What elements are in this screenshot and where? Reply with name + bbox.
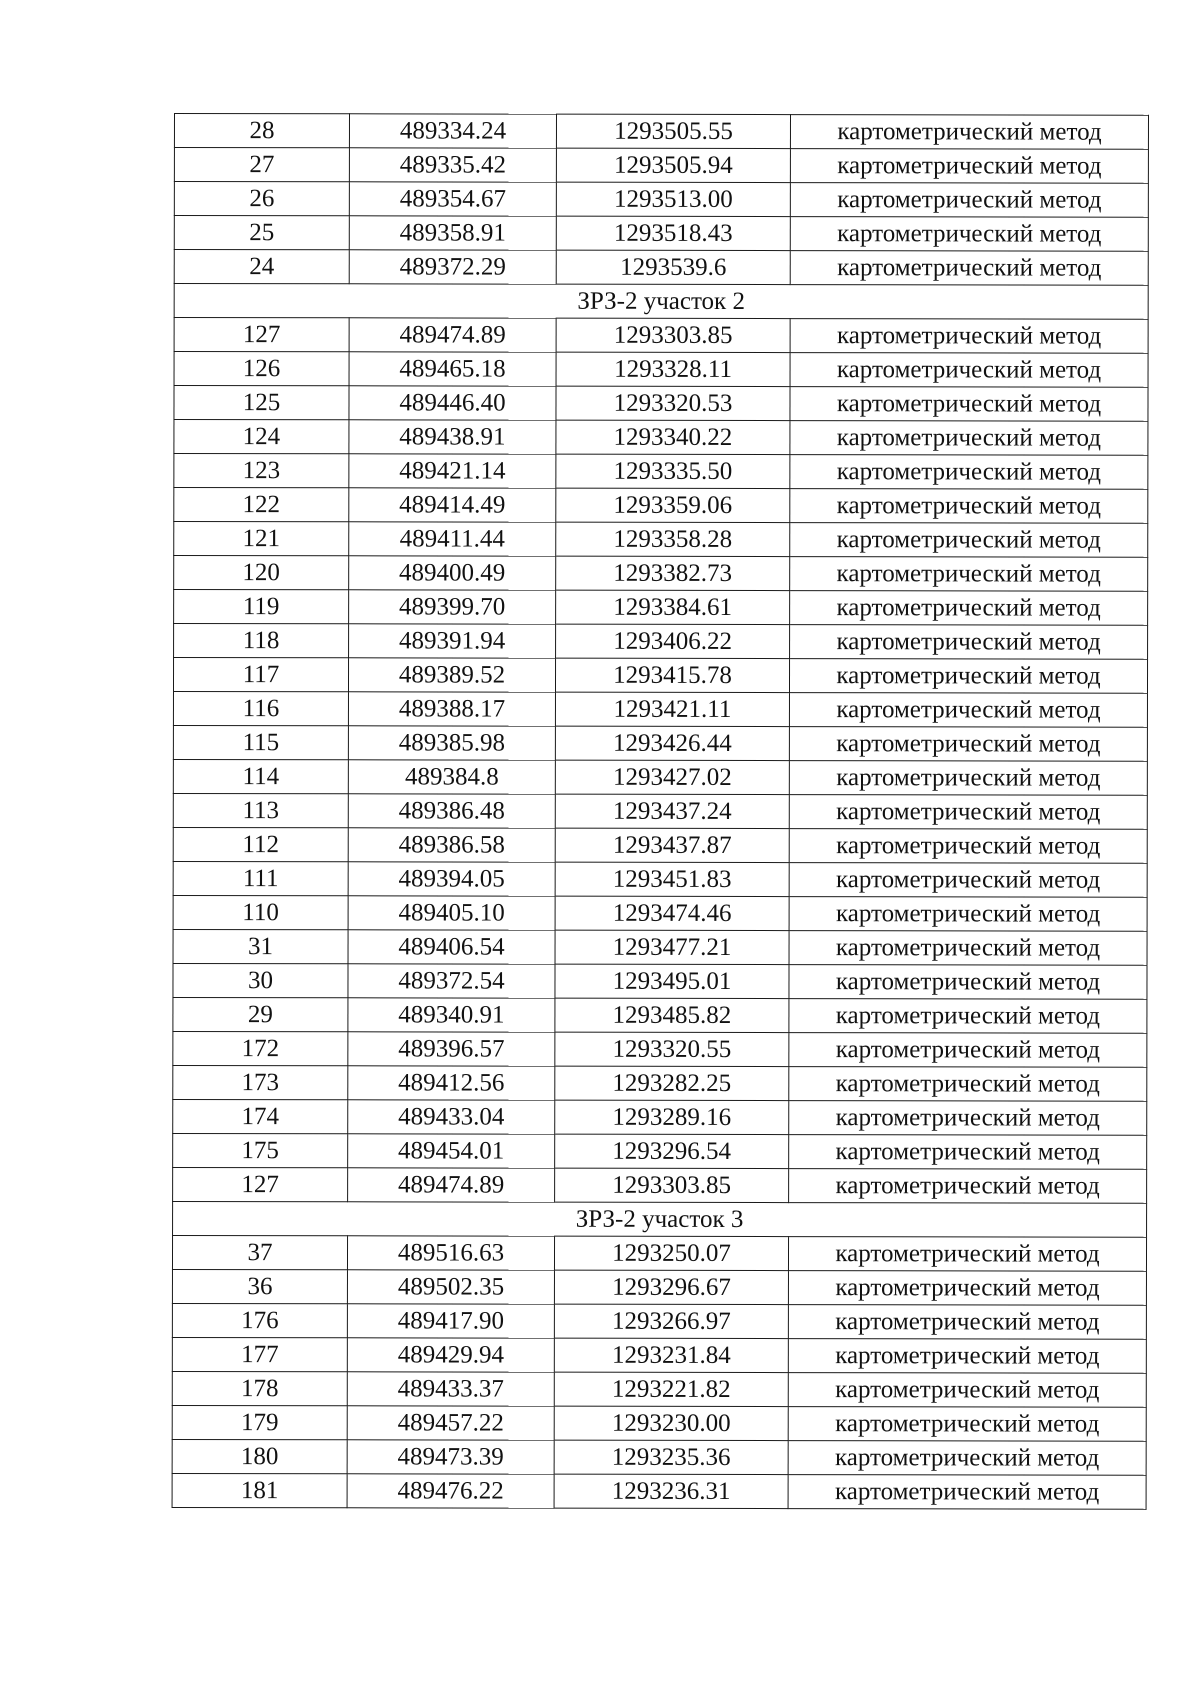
method-cell: картометрический метод	[789, 1169, 1147, 1204]
table-row	[173, 963, 1147, 999]
table-row	[173, 1099, 1147, 1135]
point-number-cell: 122	[174, 488, 349, 522]
x-coordinate-cell: 489358.91	[349, 216, 556, 250]
x-coordinate-cell: 489476.22	[347, 1474, 554, 1508]
x-coordinate-cell: 489385.98	[348, 726, 555, 760]
point-number-cell: 31	[173, 929, 348, 963]
table-row	[172, 1303, 1146, 1339]
table-row	[174, 420, 1148, 456]
table-row	[172, 1371, 1146, 1407]
x-coordinate-cell: 489433.37	[347, 1372, 554, 1406]
table-row	[173, 793, 1147, 829]
method-cell: картометрический метод	[788, 1373, 1146, 1408]
table-row	[173, 895, 1147, 931]
section-title: ЗРЗ-2 участок 2	[174, 284, 1148, 320]
x-coordinate-cell: 489412.56	[348, 1066, 555, 1100]
table-row	[173, 861, 1147, 897]
y-coordinate-cell: 1293437.24	[555, 794, 789, 828]
y-coordinate-cell: 1293289.16	[555, 1100, 789, 1134]
point-number-cell: 29	[173, 997, 348, 1031]
coordinates-table-body	[172, 114, 1148, 1510]
method-cell: картометрический метод	[790, 625, 1148, 660]
point-number-cell: 126	[174, 352, 349, 386]
point-number-cell: 119	[174, 590, 349, 624]
y-coordinate-cell: 1293421.11	[555, 692, 789, 726]
point-number-cell: 112	[173, 827, 348, 861]
table-row	[172, 1337, 1146, 1373]
x-coordinate-cell: 489386.58	[348, 828, 555, 862]
y-coordinate-cell: 1293505.55	[556, 114, 790, 148]
table-row	[174, 454, 1148, 490]
point-number-cell: 127	[174, 318, 349, 352]
y-coordinate-cell: 1293358.28	[556, 522, 790, 556]
method-cell: картометрический метод	[788, 1237, 1146, 1272]
table-row	[173, 658, 1147, 694]
y-coordinate-cell: 1293513.00	[556, 182, 790, 216]
point-number-cell: 117	[173, 658, 348, 692]
table-row	[173, 1031, 1147, 1067]
x-coordinate-cell: 489405.10	[348, 896, 555, 930]
y-coordinate-cell: 1293266.97	[554, 1304, 788, 1338]
y-coordinate-cell: 1293437.87	[555, 828, 789, 862]
point-number-cell: 174	[173, 1099, 348, 1133]
method-cell: картометрический метод	[790, 421, 1148, 456]
point-number-cell: 179	[172, 1405, 347, 1439]
y-coordinate-cell: 1293282.25	[555, 1066, 789, 1100]
method-cell: картометрический метод	[789, 1135, 1147, 1170]
y-coordinate-cell: 1293426.44	[555, 726, 789, 760]
method-cell: картометрический метод	[789, 1033, 1147, 1068]
table-row	[173, 1133, 1147, 1169]
method-cell: картометрический метод	[790, 149, 1148, 184]
method-cell: картометрический метод	[789, 659, 1147, 694]
x-coordinate-cell: 489502.35	[347, 1270, 554, 1304]
table-row	[174, 182, 1148, 218]
x-coordinate-cell: 489417.90	[347, 1304, 554, 1338]
method-cell: картометрический метод	[790, 251, 1148, 286]
x-coordinate-cell: 489473.39	[347, 1440, 554, 1474]
x-coordinate-cell: 489354.67	[349, 182, 556, 216]
y-coordinate-cell: 1293359.06	[556, 488, 790, 522]
method-cell: картометрический метод	[789, 1101, 1147, 1136]
table-row	[174, 386, 1148, 422]
point-number-cell: 25	[174, 216, 349, 250]
point-number-cell: 181	[172, 1473, 347, 1507]
method-cell: картометрический метод	[790, 455, 1148, 490]
table-row	[173, 692, 1147, 728]
y-coordinate-cell: 1293485.82	[555, 998, 789, 1032]
y-coordinate-cell: 1293320.53	[556, 386, 790, 420]
table-row	[172, 1235, 1146, 1271]
table-row	[172, 1269, 1146, 1305]
point-number-cell: 110	[173, 895, 348, 929]
point-number-cell: 178	[172, 1371, 347, 1405]
x-coordinate-cell: 489340.91	[348, 998, 555, 1032]
x-coordinate-cell: 489335.42	[349, 148, 556, 182]
table-row	[174, 624, 1148, 660]
table-row	[172, 1439, 1146, 1475]
y-coordinate-cell: 1293231.84	[554, 1338, 788, 1372]
point-number-cell: 173	[173, 1065, 348, 1099]
point-number-cell: 177	[172, 1337, 347, 1371]
point-number-cell: 30	[173, 963, 348, 997]
x-coordinate-cell: 489457.22	[347, 1406, 554, 1440]
point-number-cell: 123	[174, 454, 349, 488]
y-coordinate-cell: 1293296.54	[555, 1134, 789, 1168]
point-number-cell: 127	[173, 1167, 348, 1201]
method-cell: картометрический метод	[789, 795, 1147, 830]
method-cell: картометрический метод	[790, 387, 1148, 422]
table-row	[173, 827, 1147, 863]
table-row	[172, 1473, 1146, 1509]
method-cell: картометрический метод	[788, 1441, 1146, 1476]
y-coordinate-cell: 1293495.01	[555, 964, 789, 998]
table-row	[174, 556, 1148, 592]
method-cell: картометрический метод	[788, 1271, 1146, 1306]
table-row	[173, 997, 1147, 1033]
x-coordinate-cell: 489386.48	[348, 794, 555, 828]
point-number-cell: 175	[173, 1133, 348, 1167]
method-cell: картометрический метод	[789, 693, 1147, 728]
y-coordinate-cell: 1293427.02	[555, 760, 789, 794]
y-coordinate-cell: 1293477.21	[555, 930, 789, 964]
method-cell: картометрический метод	[788, 1305, 1146, 1340]
y-coordinate-cell: 1293384.61	[556, 590, 790, 624]
method-cell: картометрический метод	[789, 727, 1147, 762]
point-number-cell: 111	[173, 861, 348, 895]
method-cell: картометрический метод	[790, 523, 1148, 558]
y-coordinate-cell: 1293451.83	[555, 862, 789, 896]
method-cell: картометрический метод	[789, 931, 1147, 966]
method-cell: картометрический метод	[790, 115, 1148, 150]
table-row	[174, 352, 1148, 388]
table-row	[173, 1167, 1147, 1203]
x-coordinate-cell: 489406.54	[348, 930, 555, 964]
x-coordinate-cell: 489372.54	[348, 964, 555, 998]
point-number-cell: 115	[173, 725, 348, 759]
section-header-row	[174, 284, 1148, 320]
x-coordinate-cell: 489474.89	[348, 1168, 555, 1202]
x-coordinate-cell: 489446.40	[349, 386, 556, 420]
x-coordinate-cell: 489400.49	[349, 556, 556, 590]
point-number-cell: 118	[174, 624, 349, 658]
x-coordinate-cell: 489396.57	[348, 1032, 555, 1066]
x-coordinate-cell: 489389.52	[348, 658, 555, 692]
point-number-cell: 27	[174, 148, 349, 182]
y-coordinate-cell: 1293382.73	[556, 556, 790, 590]
table-row	[174, 250, 1148, 286]
point-number-cell: 124	[174, 420, 349, 454]
point-number-cell: 37	[172, 1235, 347, 1269]
table-row	[174, 148, 1148, 184]
point-number-cell: 121	[174, 522, 349, 556]
point-number-cell: 36	[172, 1269, 347, 1303]
y-coordinate-cell: 1293221.82	[554, 1372, 788, 1406]
x-coordinate-cell: 489372.29	[349, 250, 556, 284]
table-row	[172, 1405, 1146, 1441]
point-number-cell: 172	[173, 1031, 348, 1065]
y-coordinate-cell: 1293303.85	[556, 318, 790, 352]
y-coordinate-cell: 1293340.22	[556, 420, 790, 454]
y-coordinate-cell: 1293415.78	[555, 658, 789, 692]
x-coordinate-cell: 489394.05	[348, 862, 555, 896]
table-row	[174, 216, 1148, 252]
method-cell: картометрический метод	[789, 999, 1147, 1034]
x-coordinate-cell: 489474.89	[349, 318, 556, 352]
method-cell: картометрический метод	[790, 217, 1148, 252]
y-coordinate-cell: 1293328.11	[556, 352, 790, 386]
x-coordinate-cell: 489384.8	[348, 760, 555, 794]
method-cell: картометрический метод	[789, 829, 1147, 864]
point-number-cell: 180	[172, 1439, 347, 1473]
table-row	[173, 725, 1147, 761]
point-number-cell: 125	[174, 386, 349, 420]
x-coordinate-cell: 489411.44	[349, 522, 556, 556]
method-cell: картометрический метод	[790, 557, 1148, 592]
y-coordinate-cell: 1293406.22	[556, 624, 790, 658]
coordinates-table	[172, 113, 1149, 1510]
x-coordinate-cell: 489433.04	[348, 1100, 555, 1134]
point-number-cell: 114	[173, 759, 348, 793]
x-coordinate-cell: 489421.14	[349, 454, 556, 488]
table-row	[174, 488, 1148, 524]
y-coordinate-cell: 1293474.46	[555, 896, 789, 930]
method-cell: картометрический метод	[789, 965, 1147, 1000]
y-coordinate-cell: 1293235.36	[554, 1440, 788, 1474]
point-number-cell: 176	[172, 1303, 347, 1337]
x-coordinate-cell: 489334.24	[349, 114, 556, 148]
x-coordinate-cell: 489429.94	[347, 1338, 554, 1372]
y-coordinate-cell: 1293296.67	[554, 1270, 788, 1304]
method-cell: картометрический метод	[789, 863, 1147, 898]
table-row	[174, 522, 1148, 558]
y-coordinate-cell: 1293539.6	[556, 250, 790, 284]
method-cell: картометрический метод	[788, 1339, 1146, 1374]
point-number-cell: 24	[174, 250, 349, 284]
section-title: ЗРЗ-2 участок 3	[173, 1201, 1147, 1237]
table-row	[174, 318, 1148, 354]
method-cell: картометрический метод	[790, 353, 1148, 388]
method-cell: картометрический метод	[790, 489, 1148, 524]
y-coordinate-cell: 1293236.31	[554, 1474, 788, 1508]
method-cell: картометрический метод	[790, 591, 1148, 626]
table-row	[173, 929, 1147, 965]
table-row	[174, 590, 1148, 626]
method-cell: картометрический метод	[788, 1475, 1146, 1510]
table-row	[173, 759, 1147, 795]
y-coordinate-cell: 1293230.00	[554, 1406, 788, 1440]
y-coordinate-cell: 1293320.55	[555, 1032, 789, 1066]
x-coordinate-cell: 489438.91	[349, 420, 556, 454]
x-coordinate-cell: 489388.17	[348, 692, 555, 726]
method-cell: картометрический метод	[789, 761, 1147, 796]
y-coordinate-cell: 1293505.94	[556, 148, 790, 182]
point-number-cell: 116	[173, 692, 348, 726]
method-cell: картометрический метод	[789, 1067, 1147, 1102]
method-cell: картометрический метод	[789, 897, 1147, 932]
method-cell: картометрический метод	[788, 1407, 1146, 1442]
y-coordinate-cell: 1293250.07	[554, 1236, 788, 1270]
section-header-row	[173, 1201, 1147, 1237]
y-coordinate-cell: 1293335.50	[556, 454, 790, 488]
y-coordinate-cell: 1293303.85	[555, 1168, 789, 1202]
x-coordinate-cell: 489516.63	[347, 1236, 554, 1270]
method-cell: картометрический метод	[790, 183, 1148, 218]
table-row	[174, 114, 1148, 150]
x-coordinate-cell: 489399.70	[349, 590, 556, 624]
x-coordinate-cell: 489465.18	[349, 352, 556, 386]
x-coordinate-cell: 489454.01	[348, 1134, 555, 1168]
point-number-cell: 113	[173, 793, 348, 827]
y-coordinate-cell: 1293518.43	[556, 216, 790, 250]
point-number-cell: 26	[174, 182, 349, 216]
point-number-cell: 120	[174, 556, 349, 590]
point-number-cell: 28	[174, 114, 349, 148]
x-coordinate-cell: 489391.94	[349, 624, 556, 658]
method-cell: картометрический метод	[790, 319, 1148, 354]
table-row	[173, 1065, 1147, 1101]
x-coordinate-cell: 489414.49	[349, 488, 556, 522]
